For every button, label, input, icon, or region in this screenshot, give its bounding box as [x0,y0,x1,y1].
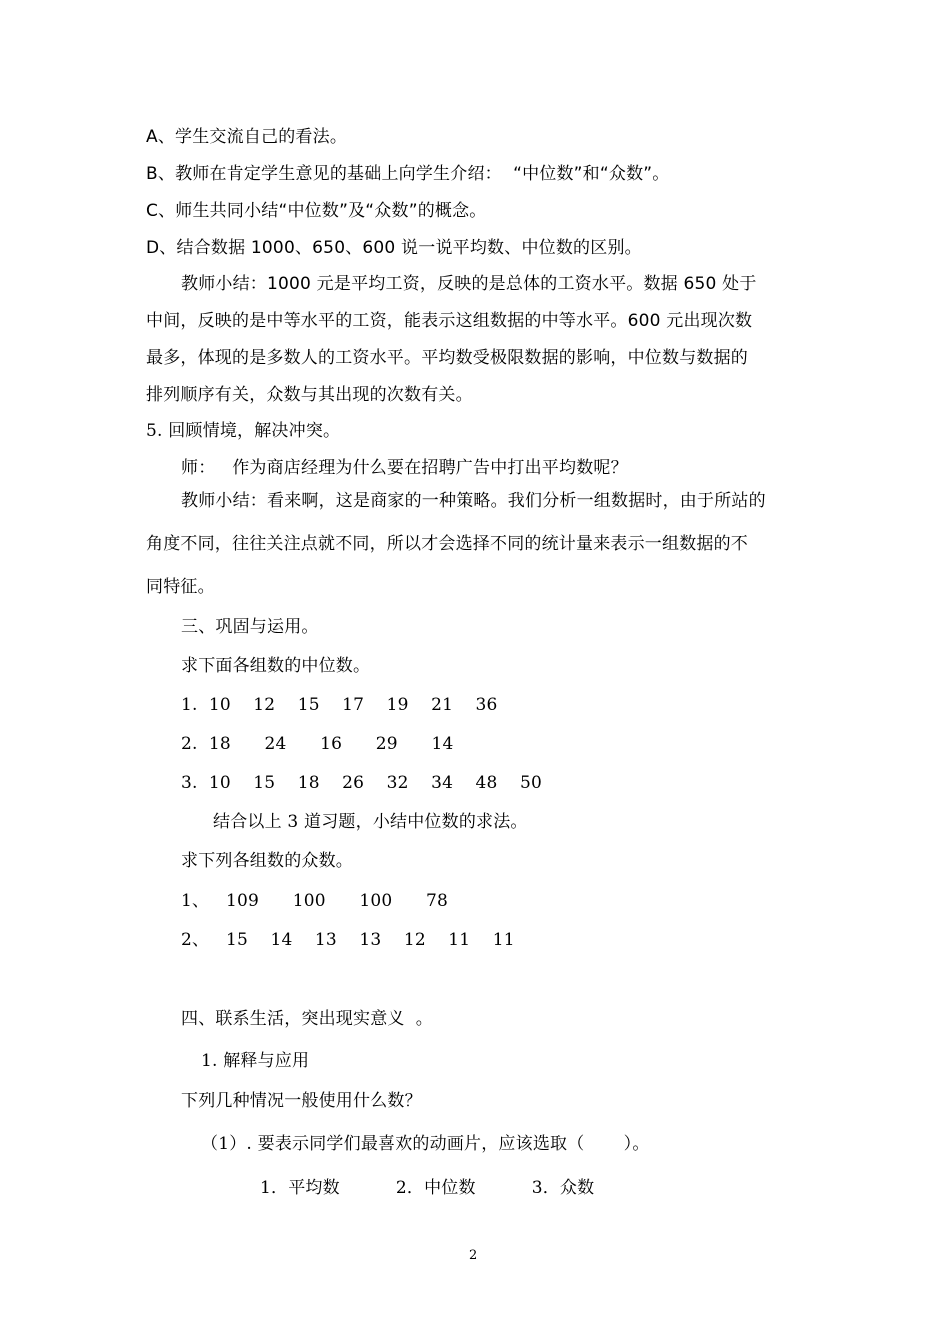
item-b-teacher-introduction: B、教师在肯定学生意见的基础上向学生介绍： “中位数”和“众数”。 [146,164,670,184]
section-5-heading: 5. 回顾情境，解决冲突。 [146,421,341,441]
item-c-joint-summary: C、师生共同小结“中位数”及“众数”的概念。 [146,201,487,221]
item-d-data-comparison: D、结合数据 1000、650、600 说一说平均数、中位数的区别。 [146,238,642,258]
subsection-1-heading: 1. 解释与应用 [201,1051,310,1071]
teacher-summary-line-1: 教师小结：1000 元是平均工资，反映的是总体的工资水平。数据 650 处于 [181,274,757,294]
question-1-animation: （1）. 要表示同学们最喜欢的动画片，应该选取（ ）。 [201,1134,650,1154]
section-3-heading: 三、巩固与运用。 [181,617,319,637]
mode-exercise-1: 1、 109 100 100 78 [181,891,449,911]
teacher-summary-line-3: 最多，体现的是多数人的工资水平。平均数受极限数据的影响，中位数与数据的 [146,348,748,368]
item-a-student-discussion: A、学生交流自己的看法。 [146,127,348,147]
mode-exercise-2: 2、 15 14 13 13 12 11 11 [181,930,515,950]
page-number: 2 [469,1248,478,1263]
usage-question: 下列几种情况一般使用什么数？ [181,1091,422,1111]
median-exercise-1: 1. 10 12 15 17 19 21 36 [181,695,498,715]
strategy-summary-line-1: 教师小结：看来啊，这是商家的一种策略。我们分析一组数据时，由于所站的 [181,491,766,511]
teacher-summary-line-4: 排列顺序有关，众数与其出现的次数有关。 [146,385,473,405]
median-exercise-intro: 求下面各组数的中位数。 [181,656,371,676]
strategy-summary-line-3: 同特征。 [146,577,215,597]
section-4-heading: 四、联系生活，突出现实意义 。 [181,1009,434,1029]
median-exercise-3: 3. 10 15 18 26 32 34 48 50 [181,773,542,793]
median-exercise-2: 2. 18 24 16 29 14 [181,734,454,754]
answer-options: 1．平均数 2．中位数 3．众数 [260,1178,595,1198]
mode-exercise-intro: 求下列各组数的众数。 [181,851,353,871]
median-method-summary: 结合以上 3 道习题，小结中位数的求法。 [213,812,528,832]
teacher-question: 师： 作为商店经理为什么要在招聘广告中打出平均数呢？ [181,458,628,478]
teacher-summary-line-2: 中间，反映的是中等水平的工资，能表示这组数据的中等水平。600 元出现次数 [146,311,753,331]
strategy-summary-line-2: 角度不同，往往关注点就不同，所以才会选择不同的统计量来表示一组数据的不 [146,534,748,554]
